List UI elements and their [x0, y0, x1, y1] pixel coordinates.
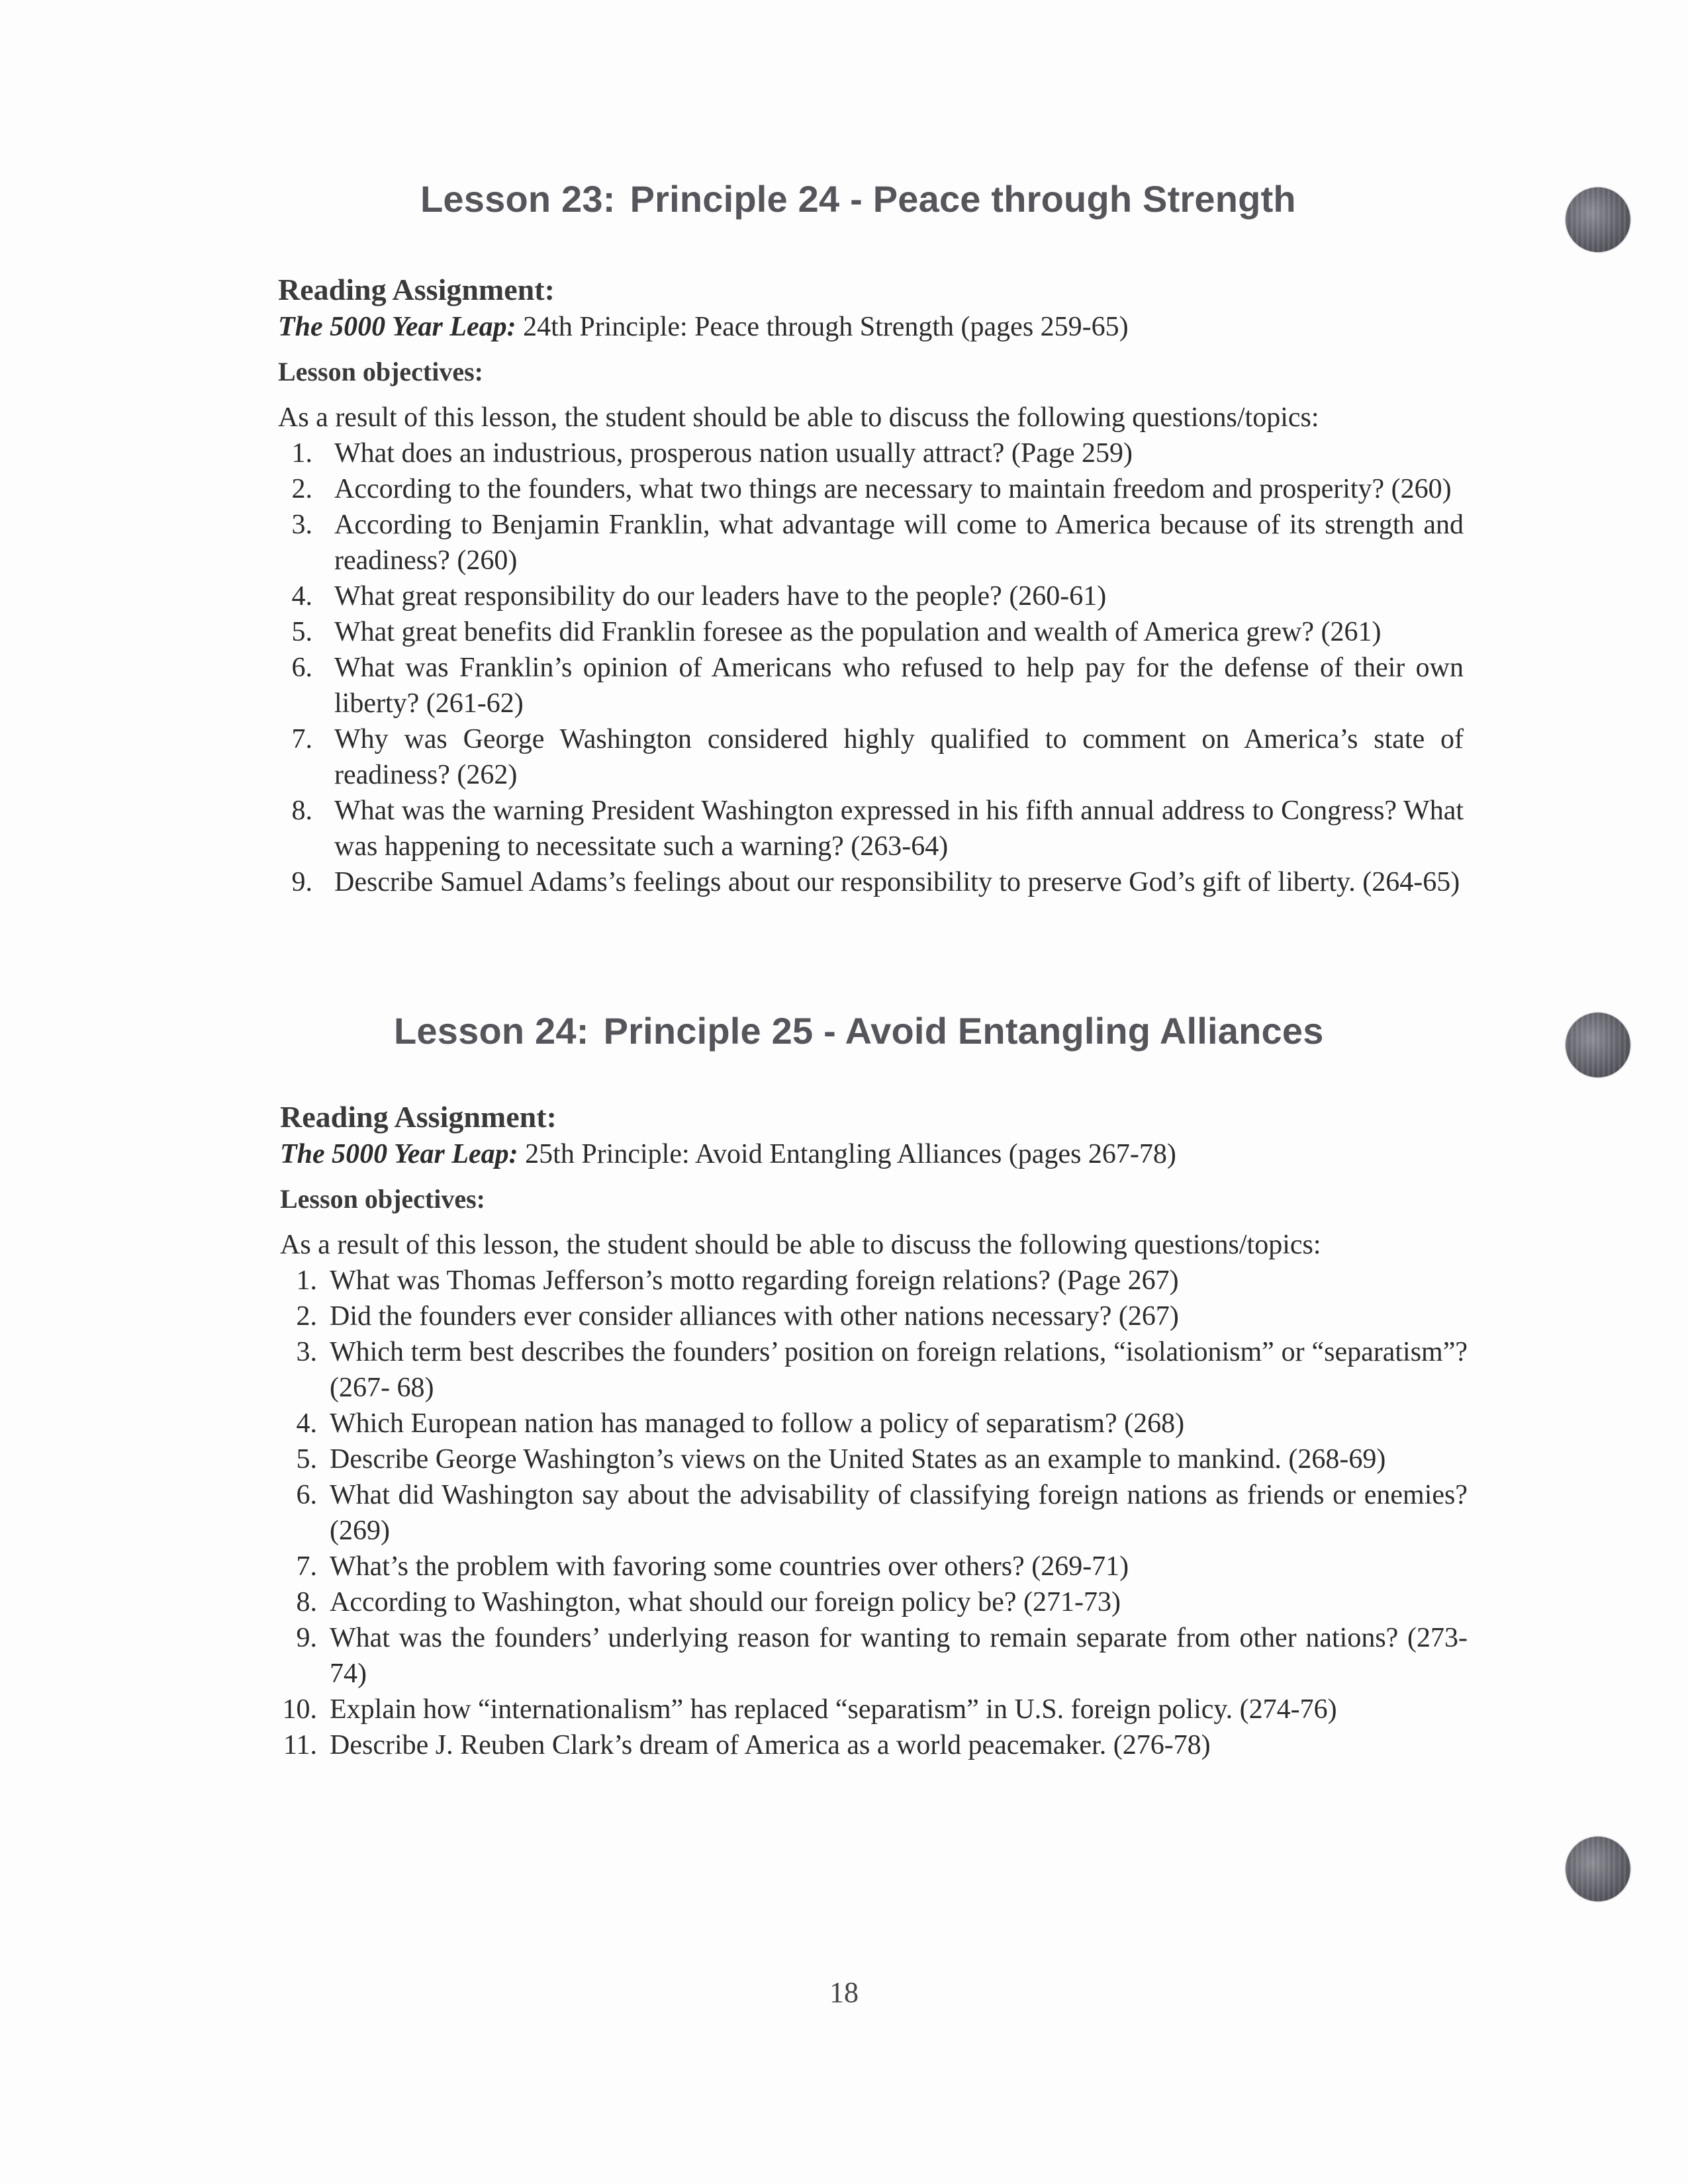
list-item — [280, 1298, 1468, 1334]
list-item — [280, 1441, 1468, 1477]
lesson-section — [280, 1099, 1472, 1763]
question-text: According to Benjamin Franklin, what advantage will come to America because of its strength and readiness? (260) — [334, 510, 1464, 576]
question-number: 5. — [296, 1444, 317, 1475]
question-text: Describe J. Reuben Clark’s dream of America as a world peacemaker. (276-78) — [330, 1730, 1211, 1760]
lesson-section — [278, 271, 1470, 900]
question-number: 6. — [296, 1480, 317, 1510]
lesson-title — [420, 177, 1296, 220]
objectives-intro: As a result of this lesson, the student should be able to discuss the following questions/topics: — [278, 402, 1319, 433]
question-number: 4. — [296, 1408, 317, 1439]
question-number: 2. — [291, 474, 312, 504]
question-number: 9. — [291, 867, 312, 897]
list-item — [278, 650, 1464, 721]
punch-hole — [1566, 1837, 1630, 1901]
list-item — [278, 721, 1464, 793]
question-number: 1. — [291, 438, 312, 469]
question-text: What great responsibility do our leaders have to the people? (260-61) — [334, 581, 1107, 612]
question-number: 11. — [283, 1730, 317, 1760]
objectives-intro: As a result of this lesson, the student should be able to discuss the following questions/topics: — [280, 1230, 1321, 1260]
question-text: What was Thomas Jefferson’s motto regarding foreign relations? (Page 267) — [330, 1265, 1179, 1296]
question-text: What great benefits did Franklin foresee as the population and wealth of America grew? (261) — [334, 617, 1382, 647]
question-text: According to Washington, what should our foreign policy be? (271-73) — [330, 1587, 1121, 1617]
question-text: What did Washington say about the advisability of classifying foreign nations as friends or enemies? (269) — [330, 1480, 1468, 1546]
reading-assignment — [280, 1136, 1472, 1173]
question-text: What was Franklin’s opinion of Americans who refused to help pay for the defense of their own liberty? (261-62) — [334, 653, 1464, 719]
list-item — [278, 793, 1464, 864]
question-text: What was the founders’ underlying reason for wanting to remain separate from other nations? (273-74) — [330, 1623, 1468, 1689]
reading-assignment-text: 24th Principle: Peace through Strength (pages 259-65) — [523, 312, 1129, 342]
lesson-number: Lesson 24: — [394, 1010, 589, 1052]
question-text: What does an industrious, prosperous nation usually attract? (Page 259) — [334, 438, 1133, 469]
list-item — [280, 1406, 1468, 1441]
question-number: 10. — [282, 1694, 317, 1725]
list-item — [280, 1334, 1468, 1406]
question-number: 9. — [296, 1623, 317, 1653]
lesson-number: Lesson 23: — [420, 178, 616, 220]
book-title: The 5000 Year Leap: — [280, 1139, 518, 1169]
list-item — [280, 1727, 1468, 1763]
question-list — [280, 1263, 1472, 1763]
question-text: According to the founders, what two things are necessary to maintain freedom and prosperity? (260) — [334, 474, 1452, 504]
question-text: What was the warning President Washington expressed in his fifth annual address to Congress? What was happening to necessitate such a warning? (263-64) — [334, 796, 1464, 862]
list-item — [280, 1477, 1468, 1549]
punch-hole — [1566, 187, 1630, 252]
question-number: 8. — [296, 1587, 317, 1617]
question-number: 8. — [291, 796, 312, 826]
question-number: 5. — [291, 617, 312, 647]
reading-assignment-text: 25th Principle: Avoid Entangling Alliances (pages 267-78) — [525, 1139, 1176, 1169]
question-number: 3. — [296, 1337, 317, 1367]
question-text: Explain how “internationalism” has replaced “separatism” in U.S. foreign policy. (274-76) — [330, 1694, 1337, 1725]
list-item — [278, 507, 1464, 578]
list-item — [280, 1692, 1468, 1727]
question-number: 6. — [291, 653, 312, 683]
punch-hole — [1566, 1013, 1630, 1077]
list-item — [278, 614, 1464, 650]
list-item — [280, 1263, 1468, 1298]
question-number: 7. — [296, 1551, 317, 1582]
lesson-title — [394, 1009, 1324, 1052]
list-item — [280, 1549, 1468, 1584]
question-text: Did the founders ever consider alliances with other nations necessary? (267) — [330, 1301, 1179, 1332]
question-text: Describe George Washington’s views on the United States as an example to mankind. (268-69) — [330, 1444, 1386, 1475]
question-text: What’s the problem with favoring some countries over others? (269-71) — [330, 1551, 1129, 1582]
lesson-title-text: Principle 24 - Peace through Strength — [630, 178, 1296, 220]
reading-assignment — [278, 308, 1470, 345]
list-item — [280, 1620, 1468, 1692]
list-item — [280, 1584, 1468, 1620]
question-number: 7. — [291, 724, 312, 754]
book-title: The 5000 Year Leap: — [278, 312, 516, 342]
question-text: Describe Samuel Adams’s feelings about our responsibility to preserve God’s gift of liberty. (264-65) — [334, 867, 1460, 897]
list-item — [278, 864, 1464, 900]
reading-assignment-heading: Reading Assignment: — [278, 273, 555, 306]
question-number: 2. — [296, 1301, 317, 1332]
question-number: 3. — [291, 510, 312, 540]
lesson-title-text: Principle 25 - Avoid Entangling Alliances — [603, 1010, 1324, 1052]
question-number: 4. — [291, 581, 312, 612]
reading-assignment-heading: Reading Assignment: — [280, 1100, 557, 1134]
question-list — [278, 435, 1470, 900]
question-text: Which term best describes the founders’ position on foreign relations, “isolationism” or “separatism”? (267- 68) — [330, 1337, 1468, 1403]
lesson-objectives-heading: Lesson objectives: — [280, 1184, 485, 1214]
question-number: 1. — [296, 1265, 317, 1296]
list-item — [278, 435, 1464, 471]
list-item — [278, 578, 1464, 614]
lesson-objectives-heading: Lesson objectives: — [278, 357, 483, 387]
list-item — [278, 471, 1464, 507]
question-text: Which European nation has managed to follow a policy of separatism? (268) — [330, 1408, 1185, 1439]
question-text: Why was George Washington considered highly qualified to comment on America’s state of readiness? (262) — [334, 724, 1464, 790]
page-number: 18 — [829, 1976, 859, 2009]
